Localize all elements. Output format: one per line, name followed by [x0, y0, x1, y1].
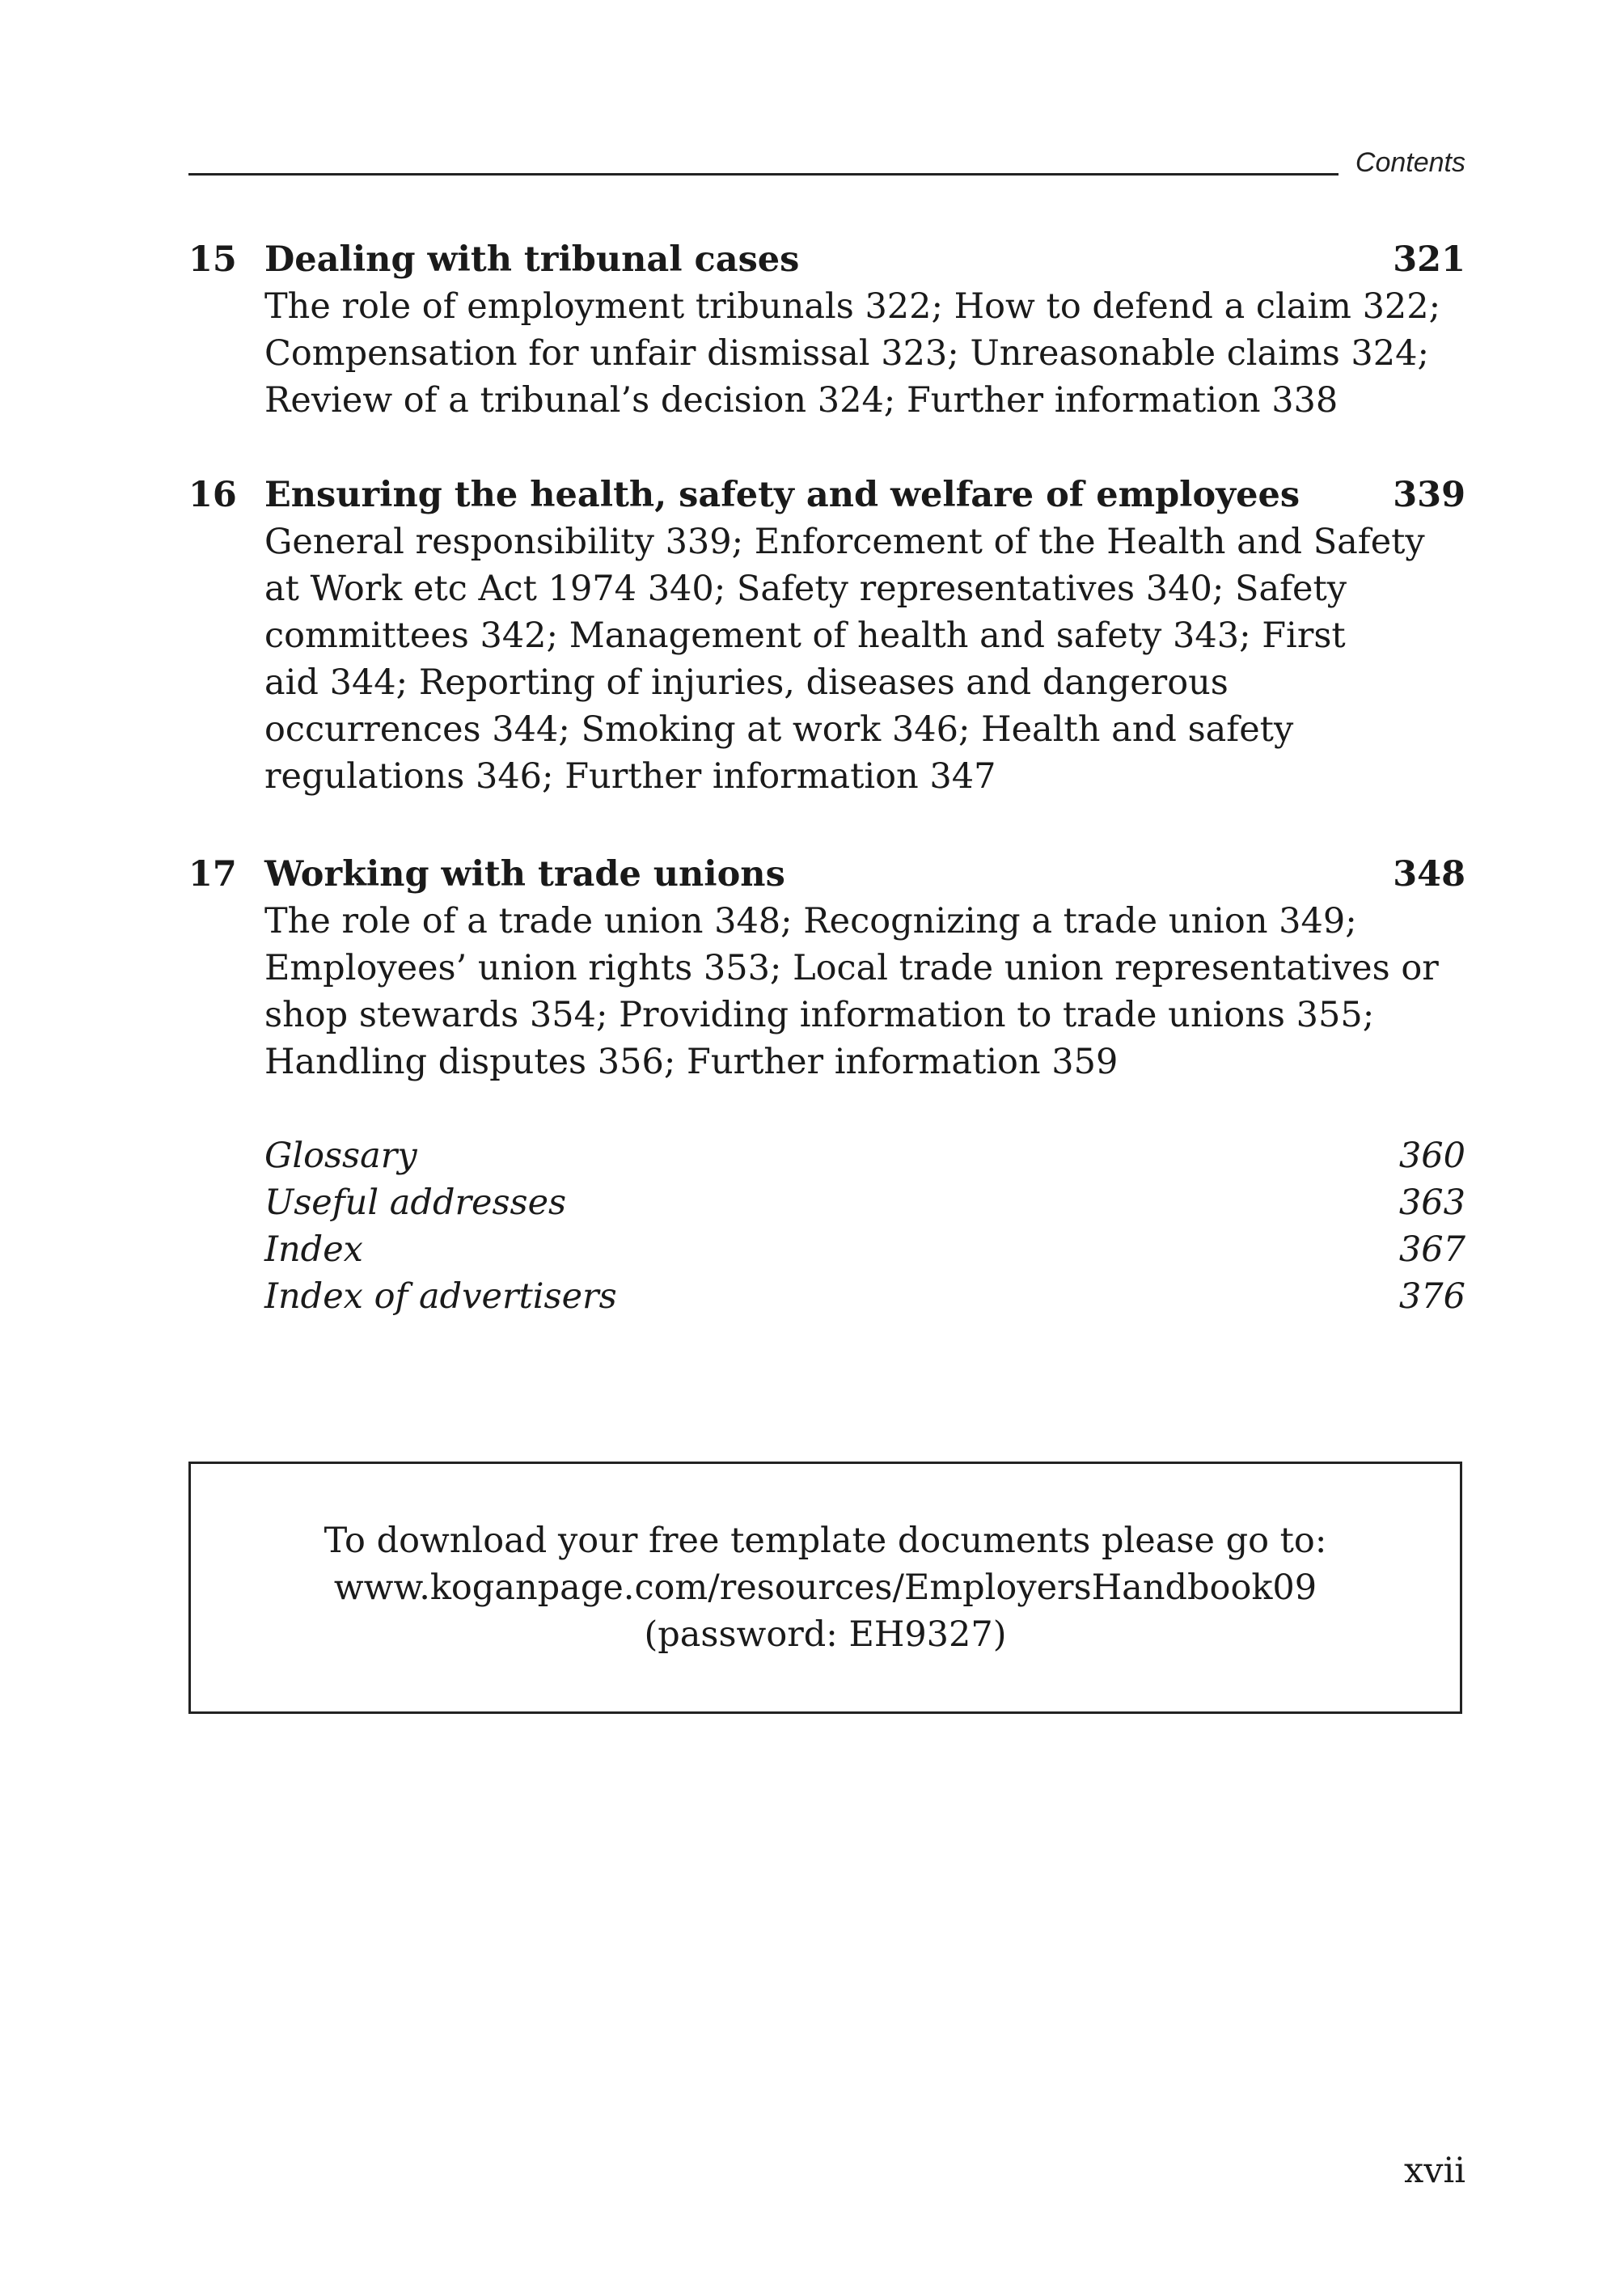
end-matter-page: 360 [1398, 1136, 1465, 1176]
running-head-label: Contents [1355, 147, 1465, 178]
section-line: Compensation for unfair dismissal 323; Unreasonable claims 324; [264, 333, 1429, 374]
section-line: Employees’ union rights 353; Local trade union representatives or [264, 948, 1439, 988]
chapter-page-number: 321 [1393, 239, 1465, 280]
chapter-sections [264, 283, 1441, 424]
section-line: Review of a tribunal’s decision 324; Further information 338 [264, 380, 1339, 421]
section-line: regulations 346; Further information 347 [264, 756, 996, 797]
toc-end-matter [264, 1132, 1465, 1320]
toc-entry-index-of-advertisers [264, 1273, 1465, 1320]
section-line: at Work etc Act 1974 340; Safety representatives 340; Safety [264, 569, 1347, 609]
section-line: occurrences 344; Smoking at work 346; Health and safety [264, 709, 1294, 750]
chapter-sections [264, 518, 1425, 800]
chapter-number: 17 [188, 854, 237, 895]
header-rule [188, 173, 1339, 176]
chapter-sections [264, 898, 1439, 1085]
chapter-title: Ensuring the health, safety and welfare of employees [264, 475, 1300, 515]
end-matter-label: Index of advertisers [264, 1276, 617, 1317]
section-line: Handling disputes 356; Further information 359 [264, 1042, 1119, 1082]
chapter-page-number: 339 [1393, 475, 1465, 515]
toc-entry-useful-addresses [264, 1179, 1465, 1226]
download-instruction: To download your free template documents please go to: [324, 1521, 1327, 1561]
section-line: shop stewards 354; Providing information to trade unions 355; [264, 995, 1375, 1035]
section-line: General responsibility 339; Enforcement of the Health and Safety [264, 522, 1425, 562]
download-notice-box [188, 1462, 1462, 1714]
end-matter-label: Glossary [264, 1136, 417, 1176]
section-line: aid 344; Reporting of injuries, diseases and dangerous [264, 662, 1229, 703]
section-line: The role of employment tribunals 322; How to defend a claim 322; [264, 286, 1441, 327]
end-matter-page: 376 [1398, 1276, 1465, 1317]
chapter-number: 15 [188, 239, 237, 280]
toc-entry-glossary [264, 1132, 1465, 1179]
toc-entry-index [264, 1226, 1465, 1273]
running-head [188, 147, 1465, 180]
end-matter-label: Useful addresses [264, 1182, 567, 1223]
end-matter-page: 363 [1398, 1182, 1465, 1223]
download-url: www.koganpage.com/resources/EmployersHandbook09 [333, 1567, 1317, 1608]
end-matter-page: 367 [1398, 1229, 1465, 1270]
page-folio: xvii [1403, 2151, 1465, 2191]
end-matter-label: Index [264, 1229, 363, 1270]
chapter-title: Dealing with tribunal cases [264, 239, 800, 280]
section-line: committees 342; Management of health and safety 343; First [264, 616, 1346, 656]
chapter-page-number: 348 [1393, 854, 1465, 895]
chapter-number: 16 [188, 475, 237, 515]
section-line: The role of a trade union 348; Recognizing a trade union 349; [264, 901, 1357, 941]
download-password: (password: EH9327) [644, 1614, 1007, 1655]
chapter-title: Working with trade unions [264, 854, 785, 895]
